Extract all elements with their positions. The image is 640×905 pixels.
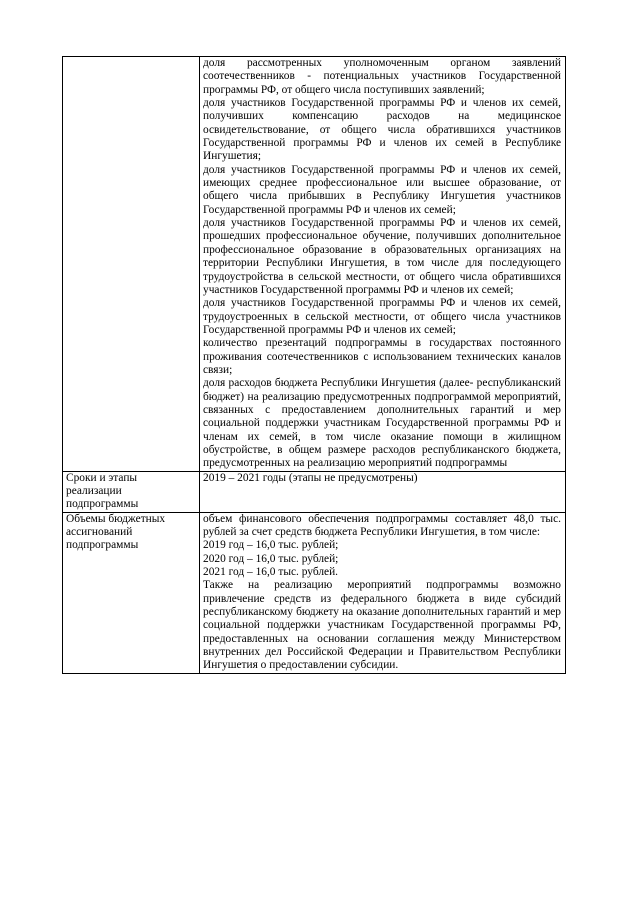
timeline-value: 2019 – 2021 годы (этапы не предусмотрены): [203, 471, 418, 484]
table-row-budget: [63, 512, 566, 673]
indicator-paragraph: доля рассмотренных уполномоченным органом заявлений соотечественников - потенциальных участников Государственной программы РФ, от общего числа поступивших заявлений;: [203, 57, 561, 96]
row-label-cell: [63, 57, 200, 472]
table-row-indicators: [63, 57, 566, 472]
budget-paragraph: Также на реализацию мероприятий подпрограммы возможно привлечение средств из федерального бюджета в виде субсидий республиканскому бюджету на оказание дополнительных гарантий и мер социальной поддержки участникам Государственной программы РФ, предоставленных на основании соглашения между Министерством внутренних дел Российской Федерации и Правительством Республики Ингушетия о предоставлении субсидии.: [203, 579, 561, 672]
timeline-label: Сроки и этапы реализации подпрограммы: [63, 471, 200, 512]
timeline-cell: [200, 471, 566, 512]
indicator-paragraph: количество презентаций подпрограммы в государствах постоянного проживания соотечественников с использованием технических каналов связи;: [203, 337, 561, 376]
budget-cell: [200, 512, 566, 673]
indicator-paragraph: доля участников Государственной программы РФ и членов их семей, трудоустроенных в сельской местности, от общего числа участников Государственной программы РФ и членов их семей;: [203, 297, 561, 336]
indicator-paragraph: доля участников Государственной программы РФ и членов их семей, прошедших профессиональное обучение, получивших дополнительное профессиональное образование в образовательных организациях на территории Республики Ингушетия, в том числе для последующего трудоустройства в сельской местности, от общего числа обратившихся участников Государственной программы РФ и членов их семей;: [203, 217, 561, 296]
indicator-paragraph: доля участников Государственной программы РФ и членов их семей, получивших компенсацию расходов на медицинское освидетельствование, от общего числа обратившихся участников Государственной программы РФ и членов их семей в Республике Ингушетия;: [203, 97, 561, 163]
budget-label: Объемы бюджетных ассигнований подпрограммы: [63, 512, 200, 673]
indicators-cell: [200, 57, 566, 472]
indicator-paragraph: доля расходов бюджета Республики Ингушетия (далее- республиканский бюджет) на реализацию предусмотренных подпрограммой мероприятий, связанных с предоставлением дополнительных гарантий и мер социальной поддержки участникам Государственной программы РФ и членам их семей, в том числе оказание помощи в жилищном обустройстве, в общем размере расходов республиканского бюджета, предусмотренных на реализацию мероприятий подпрограммы: [203, 377, 561, 470]
subprogram-passport-table: [62, 56, 566, 674]
budget-year-line: 2021 год – 16,0 тыс. рублей.: [203, 566, 339, 579]
table-row-timeline: [63, 471, 566, 512]
indicator-paragraph: доля участников Государственной программы РФ и членов их семей, имеющих среднее профессиональное или высшее образование, от общего числа прибывших в Республику Ингушетия участников Государственной программы РФ и членов их семей;: [203, 163, 561, 216]
budget-year-line: 2019 год – 16,0 тыс. рублей;: [203, 539, 339, 552]
budget-paragraph: объем финансового обеспечения подпрограммы составляет 48,0 тыс. рублей за счет средств бюджета Республики Ингушетия, в том числе:: [203, 512, 561, 539]
budget-year-line: 2020 год – 16,0 тыс. рублей;: [203, 552, 339, 565]
